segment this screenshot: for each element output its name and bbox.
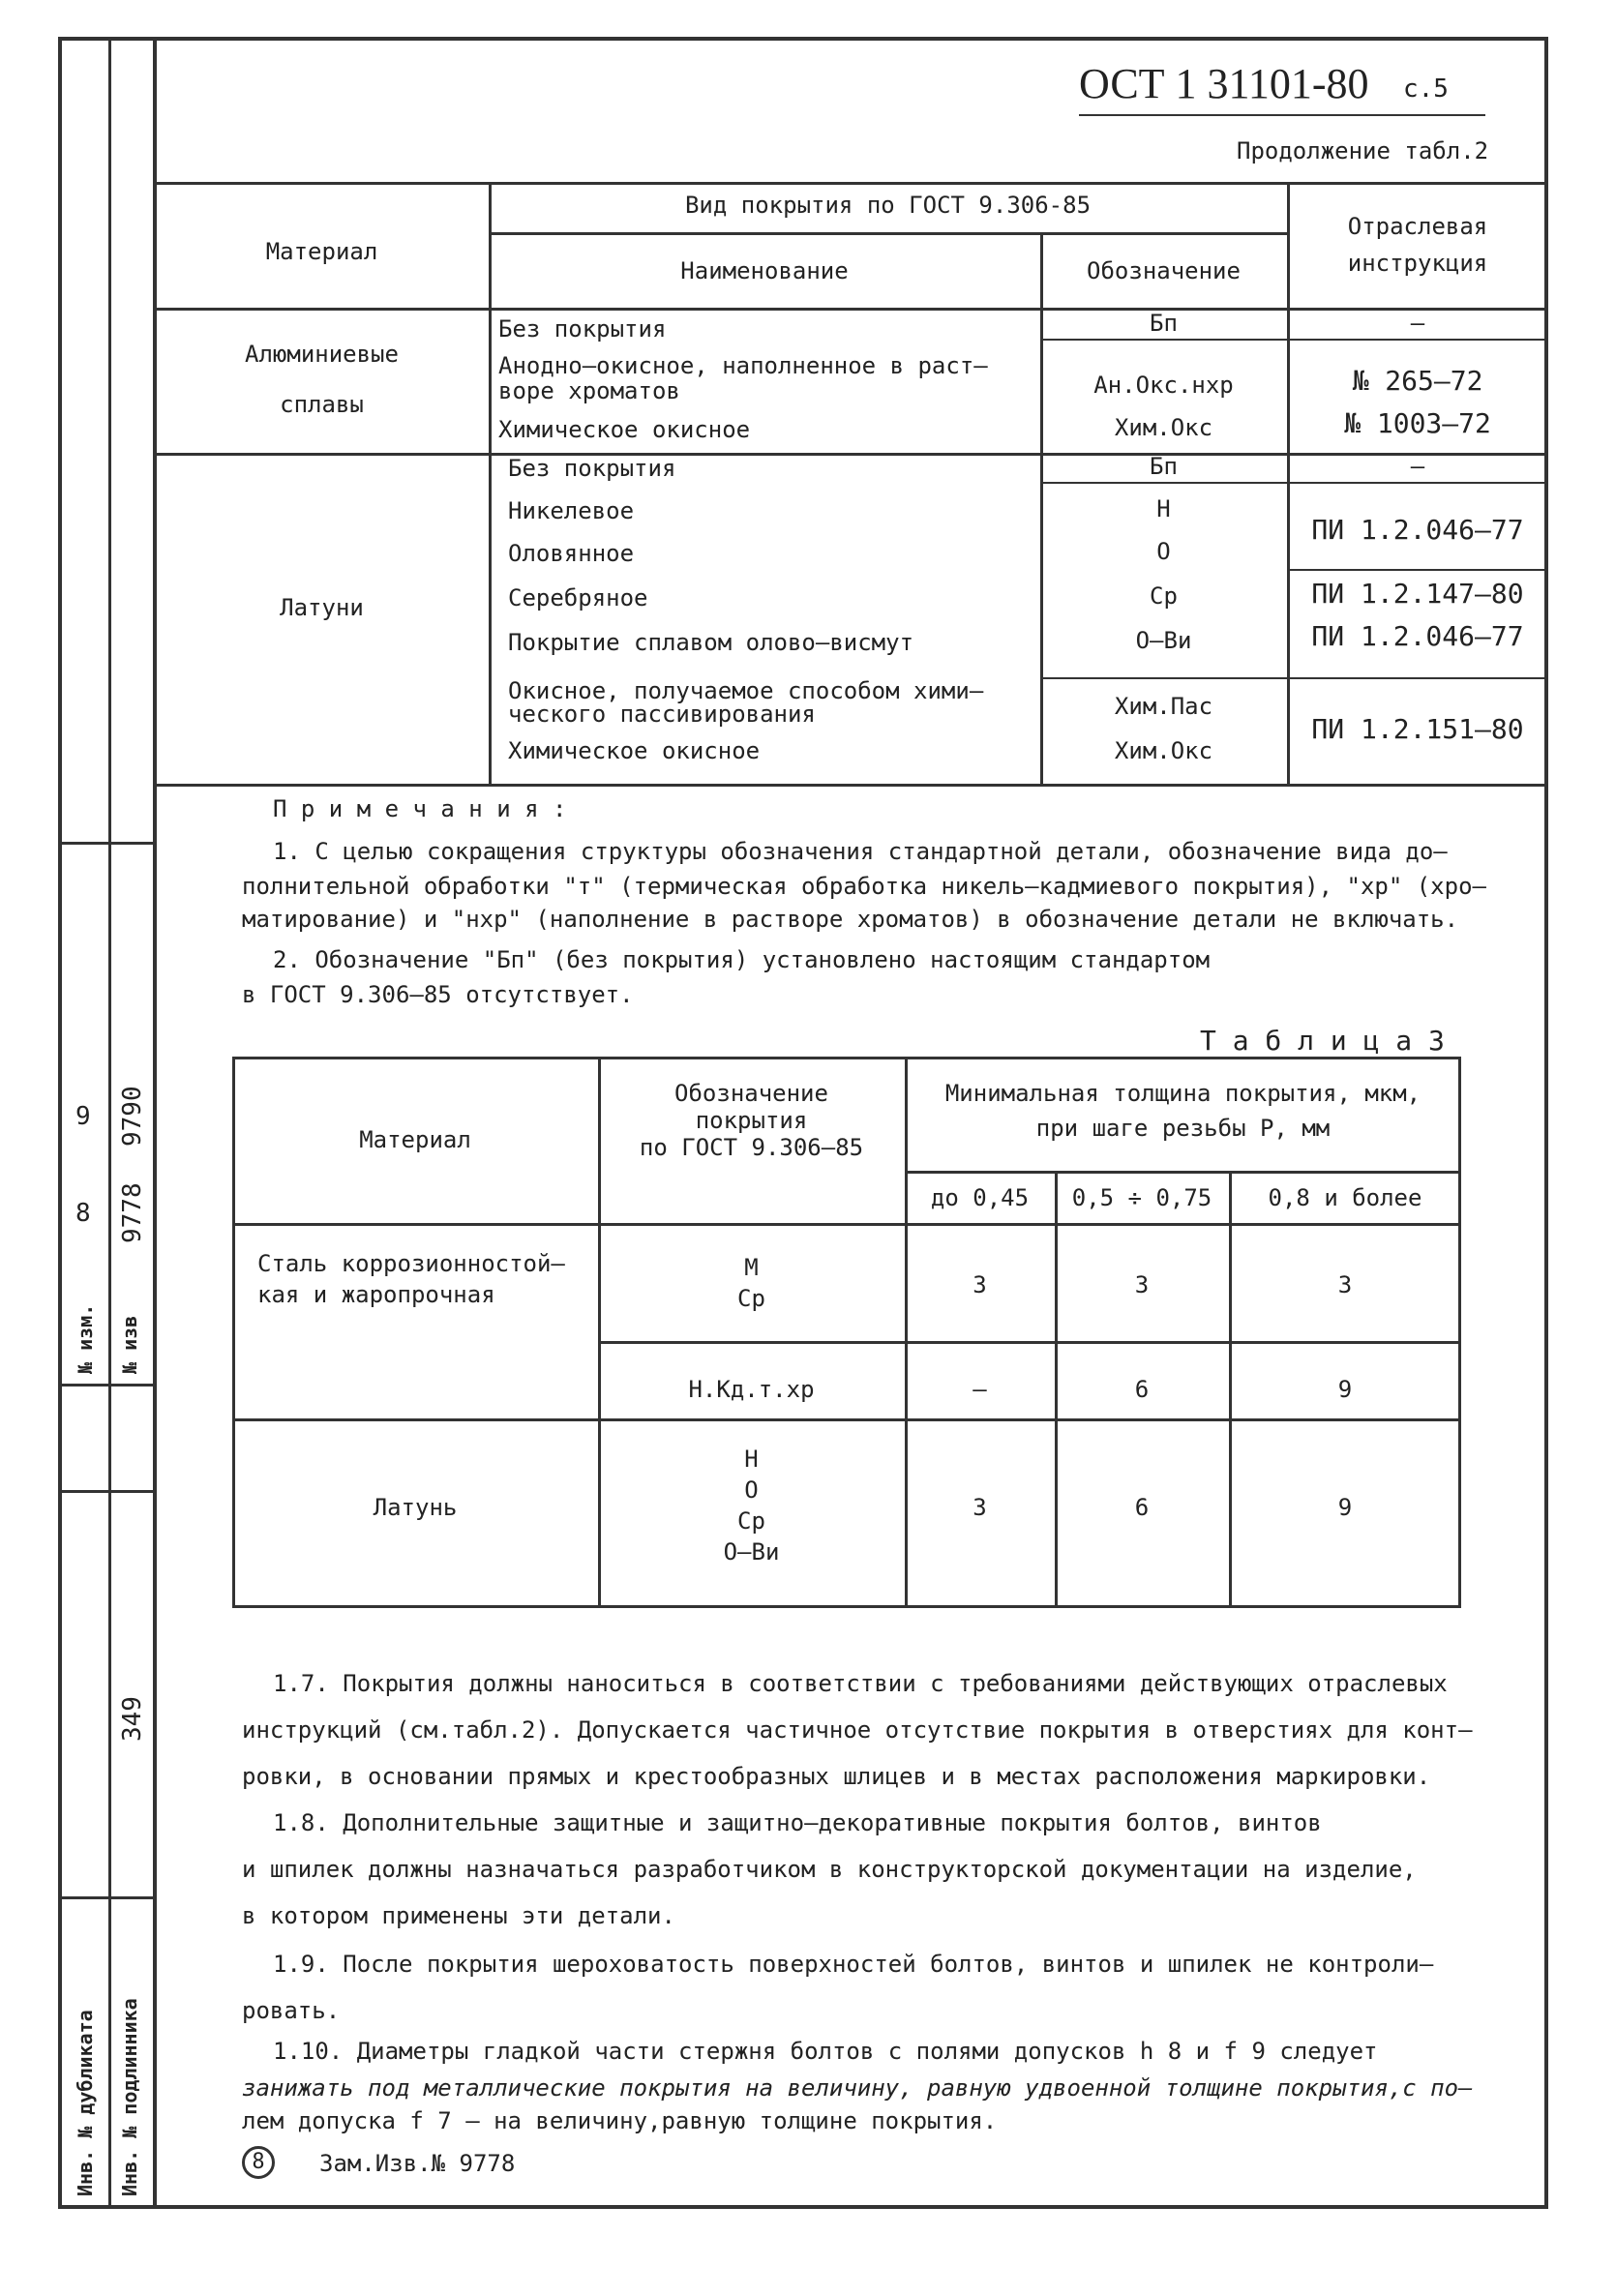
t2-row-instruction: –	[1410, 453, 1425, 480]
paragraph-line: ровки, в основании прямых и крестообразных шлицев и в местах расположения маркировки.	[242, 1763, 1431, 1790]
margin-izv-9790: 9790	[118, 1086, 147, 1147]
note-line: матирование) и "нхр" (наполнение в растворе хроматов) в обозначение детали не включать.	[242, 906, 1459, 933]
paragraph-line: в котором применены эти детали.	[242, 1902, 675, 1929]
t2-col-designation: Обозначение	[1087, 257, 1241, 284]
margin-num-349: 349	[118, 1696, 147, 1742]
t2-line	[1040, 677, 1548, 679]
notes-title: П р и м е ч а н и я :	[273, 795, 567, 822]
t2-row-name: Химическое окисное	[508, 737, 761, 764]
t2-material-alu: Алюминиевые	[245, 341, 399, 368]
paragraph-line: лем допуска f 7 – на величину,равную толщине покрытия.	[242, 2107, 998, 2134]
t2-row-name: Химическое окисное	[498, 416, 751, 443]
margin-label-podl: Инв. № подлинника	[118, 1998, 141, 2196]
t3-value: 3	[1337, 1271, 1353, 1298]
paragraph-line: ровать.	[242, 1997, 341, 2024]
t2-row-designation: Хим.Окс	[1114, 737, 1213, 764]
t3-col-thickness: при шаге резьбы P, мм	[1035, 1115, 1331, 1142]
t2-row-name: Без покрытия	[508, 455, 676, 482]
t2-row-designation: О–Ви	[1135, 627, 1192, 654]
t3-designation: О	[744, 1476, 759, 1504]
t3-material-brass: Латунь	[373, 1494, 458, 1521]
t2-row-instruction: № 265–72	[1352, 365, 1483, 397]
t3-designation: О–Ви	[723, 1538, 780, 1565]
t3-designation: М	[744, 1254, 759, 1281]
t3-line	[232, 1223, 1461, 1226]
t2-line	[489, 232, 1287, 235]
margin-tick	[58, 1490, 155, 1493]
margin-tick	[58, 1384, 155, 1387]
t3-designation: Н.Кд.т.хр	[688, 1376, 815, 1403]
paragraph-line: 1.7. Покрытия должны наноситься в соответствии с требованиями действующих отраслевых	[273, 1670, 1448, 1697]
paragraph-line: занижать под металлические покрытия на величину, равную удвоенной толщине покрытия,с по–	[242, 2074, 1473, 2102]
paragraph-line: 1.9. После покрытия шероховатость поверхностей болтов, винтов и шпилек не контроли–	[273, 1951, 1434, 1978]
t3-col-designation: Обозначение	[674, 1080, 828, 1107]
t3-line	[232, 1418, 1461, 1421]
t2-row-name: воре хроматов	[498, 377, 680, 404]
t2-row-designation: Н	[1156, 495, 1171, 522]
margin-label-izm: № изм.	[74, 1303, 97, 1374]
t2-row-instruction: ПИ 1.2.147–80	[1311, 578, 1524, 610]
t2-row-name: Никелевое	[508, 497, 635, 524]
t2-line	[155, 784, 1548, 787]
change-circle-number: 8	[252, 2150, 265, 2174]
t3-material-steel: кая и жаропрочная	[257, 1281, 495, 1308]
t2-row-designation: Хим.Окс	[1114, 414, 1213, 441]
t2-col-group: Вид покрытия по ГОСТ 9.306-85	[684, 192, 1092, 219]
t3-designation: Ср	[737, 1285, 765, 1312]
t3-sub-col: 0,5 ÷ 0,75	[1071, 1184, 1212, 1211]
t3-material-steel: Сталь коррозионностой–	[257, 1250, 565, 1277]
t3-col-material: Материал	[359, 1126, 471, 1153]
t3-value: 3	[973, 1494, 987, 1521]
change-note: Зам.Изв.№ 9778	[319, 2150, 516, 2177]
note-line: полнительной обработки "т" (термическая обработка никель–кадмиевого покрытия), "хр" (хро–	[242, 873, 1486, 900]
paragraph-line: 1.10. Диаметры гладкой части стержня болтов с полями допусков h 8 и f 9 следует	[273, 2038, 1378, 2065]
doc-code: ОСТ 1 31101-80	[1079, 60, 1369, 107]
doc-code-underline	[1079, 114, 1485, 116]
t2-line	[1287, 569, 1548, 571]
t2-col-instruction: инструкция	[1347, 250, 1488, 277]
t2-row-name: Оловянное	[508, 540, 635, 567]
margin-num-8: 8	[75, 1199, 91, 1228]
margin-tick	[58, 1896, 155, 1899]
t3-col-designation: покрытия	[695, 1107, 808, 1134]
margin-label-dubl: Инв. № дубликата	[74, 2010, 97, 2196]
paragraph-line: и шпилек должны назначаться разработчиком в конструкторской документации на изделие,	[242, 1856, 1417, 1883]
t3-value: 3	[973, 1271, 987, 1298]
t3-col-designation: по ГОСТ 9.306–85	[639, 1134, 864, 1161]
t2-row-name: Покрытие сплавом олово–висмут	[508, 629, 914, 656]
margin-tick	[58, 842, 155, 845]
paragraph-line: 1.8. Дополнительные защитные и защитно–декоративные покрытия болтов, винтов	[273, 1809, 1322, 1836]
t2-col-name: Наименование	[680, 257, 849, 284]
t3-value: 9	[1337, 1494, 1353, 1521]
t2-row-name: ческого пассивирования	[508, 701, 816, 728]
t3-col-thickness: Минимальная толщина покрытия, мкм,	[944, 1080, 1421, 1107]
t2-material-alu: сплавы	[280, 391, 364, 418]
t2-row-designation: Хим.Пас	[1114, 693, 1213, 720]
t2-row-instruction: ПИ 1.2.046–77	[1311, 514, 1524, 546]
t2-row-designation: Бп	[1150, 310, 1178, 337]
t3-value: 6	[1134, 1376, 1150, 1403]
t2-row-name: Без покрытия	[498, 315, 667, 343]
t2-row-name: Окисное, получаемое способом хими–	[508, 677, 984, 704]
t2-row-instruction: ПИ 1.2.151–80	[1311, 713, 1524, 745]
t2-row-designation: Бп	[1150, 453, 1178, 480]
t3-designation: Н	[744, 1446, 759, 1473]
t3-line	[598, 1341, 1461, 1344]
change-circle	[242, 2146, 275, 2179]
t2-line	[155, 182, 1548, 185]
t3-value: 3	[1134, 1271, 1150, 1298]
paragraph-line: инструкций (см.табл.2). Допускается частичное отсутствие покрытия в отверстиях для конт–	[242, 1716, 1473, 1744]
t2-row-designation: Ср	[1150, 582, 1178, 610]
continuation-label: Продолжение табл.2	[1237, 137, 1489, 164]
margin-izv-9778: 9778	[118, 1182, 147, 1243]
t2-material-brass: Латуни	[280, 594, 364, 621]
t3-value: 6	[1134, 1494, 1150, 1521]
t3-designation: Ср	[737, 1507, 765, 1535]
t2-row-designation: О	[1156, 538, 1171, 565]
margin-line	[108, 37, 111, 2209]
t2-row-instruction: ПИ 1.2.046–77	[1311, 620, 1524, 652]
note-line: 1. С целью сокращения структуры обозначения стандартной детали, обозначение вида до–	[273, 838, 1448, 865]
t3-value: 9	[1337, 1376, 1353, 1403]
t3-sub-col: 0,8 и более	[1268, 1184, 1422, 1211]
t2-line	[1040, 482, 1548, 484]
t3-line	[905, 1171, 1461, 1174]
t2-row-name: Серебряное	[508, 584, 648, 611]
t3-sub-col: до 0,45	[930, 1184, 1030, 1211]
page-number: с.5	[1403, 75, 1449, 104]
t2-col-instruction: Отраслевая	[1347, 213, 1488, 240]
note-line: 2. Обозначение "Бп" (без покрытия) установлено настоящим стандартом	[273, 946, 1211, 973]
t2-row-name: Анодно–окисное, наполненное в раст–	[498, 352, 988, 379]
t2-row-instruction: –	[1410, 310, 1425, 337]
t2-row-instruction: № 1003–72	[1344, 407, 1491, 439]
t3-value: –	[973, 1376, 987, 1403]
margin-num-9: 9	[75, 1102, 91, 1131]
margin-label-izv: № изв	[118, 1315, 141, 1374]
note-line: в ГОСТ 9.306–85 отсутствует.	[242, 981, 634, 1008]
t2-line	[1040, 339, 1548, 341]
table3-title: Т а б л и ц а 3	[1200, 1025, 1445, 1057]
t2-col-material: Материал	[265, 238, 378, 265]
t2-row-designation: Ан.Окс.нхр	[1093, 372, 1234, 399]
